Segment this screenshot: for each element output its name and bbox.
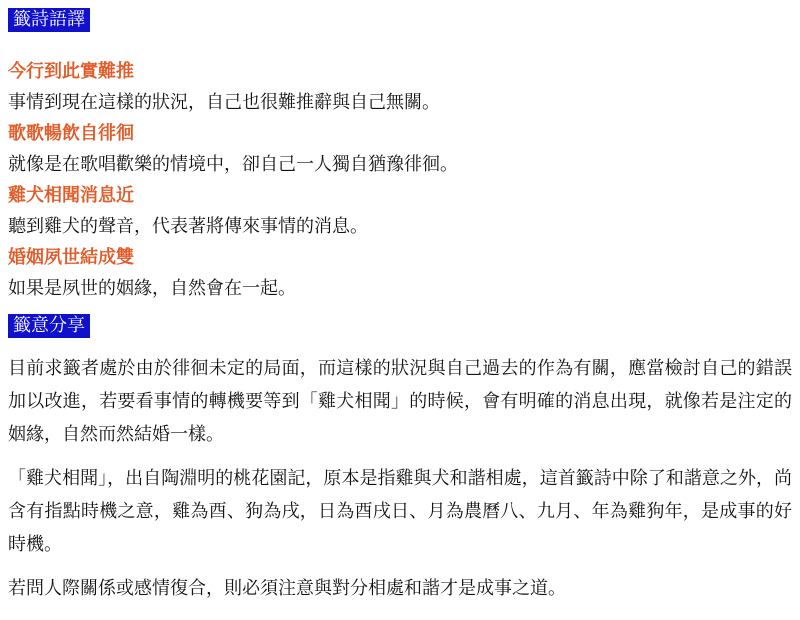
poem-verse-3: 雞犬相聞消息近 xyxy=(8,185,134,206)
poem-meaning-body xyxy=(8,352,792,605)
poem-verse-1: 今行到此實難推 xyxy=(8,61,134,82)
poem-verse-2: 歌歌暢飲自徘徊 xyxy=(8,123,134,144)
poem-translation-3: 聽到雞犬的聲音，代表著將傳來事情的消息。 xyxy=(8,216,368,237)
poem-translation-tag: 籤詩語譯 xyxy=(8,8,90,32)
poem-verse-4: 婚姻夙世結成雙 xyxy=(8,247,134,268)
poem-translation-1: 事情到現在這樣的狀況，自己也很難推辭與自己無關。 xyxy=(8,92,440,113)
meaning-paragraph-3: 若問人際關係或感情復合，則必須注意與對分相處和諧才是成事之道。 xyxy=(8,578,566,599)
poem-translation-2: 就像是在歌唱歡樂的情境中，卻自己一人獨自猶豫徘徊。 xyxy=(8,154,458,175)
poem-translation-4: 如果是夙世的姻緣，自然會在一起。 xyxy=(8,278,296,299)
poem-meaning-section xyxy=(8,314,792,605)
meaning-paragraph-2: 「雞犬相聞」，出自陶淵明的桃花園記，原本是指雞與犬和諧相處，這首籤詩中除了和諧意之外，尚含有指點時機之意，雞為酉、狗為戌，日為酉戌日、月為農曆八、九月、年為雞狗年，是成事的好時機。 xyxy=(8,468,792,555)
poem-meaning-tag: 籤意分享 xyxy=(8,314,90,338)
poem-translation-section xyxy=(8,8,792,304)
poem-lines xyxy=(8,56,792,304)
meaning-paragraph-1: 目前求籤者處於由於徘徊未定的局面，而這樣的狀況與自己過去的作為有關，應當檢討自己的錯誤加以改進，若要看事情的轉機要等到「雞犬相聞」的時候，會有明確的消息出現，就像若是注定的姻緣，自然而然結婚一樣。 xyxy=(8,358,792,445)
